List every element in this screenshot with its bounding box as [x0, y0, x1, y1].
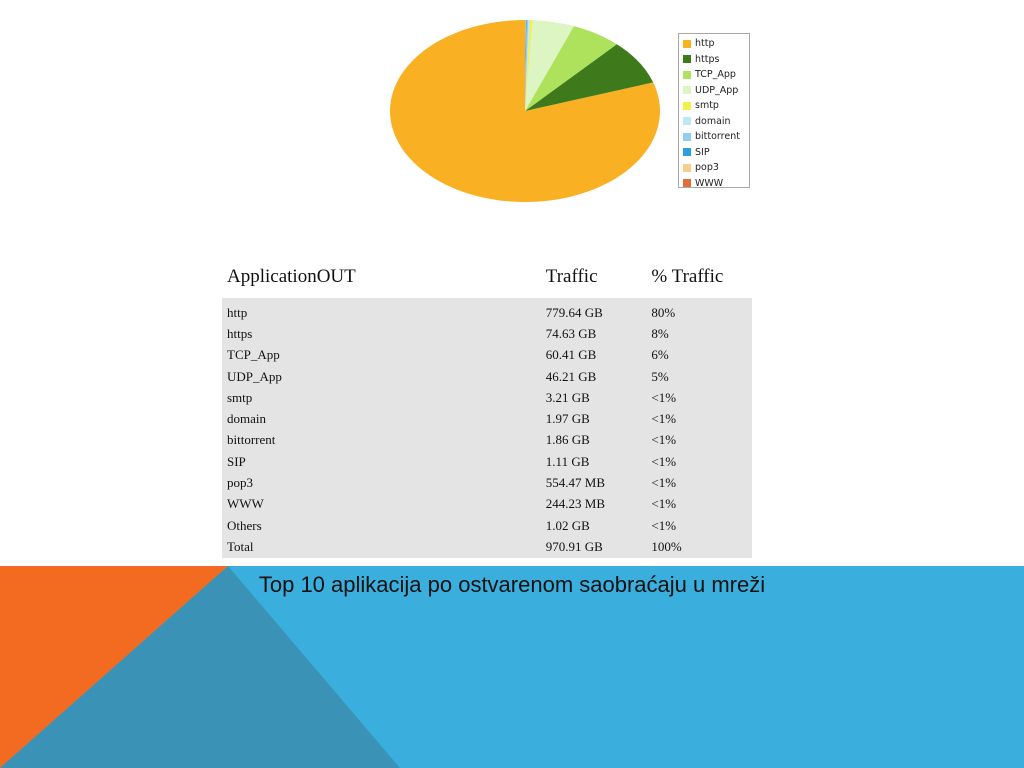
legend-item [683, 98, 749, 114]
cell-percent: 80% [646, 298, 752, 323]
table-body [222, 298, 752, 558]
legend-swatch [683, 55, 691, 63]
cell-percent: <1% [646, 494, 752, 515]
table-row [222, 323, 752, 344]
traffic-table [222, 256, 752, 558]
cell-application: bittorrent [222, 430, 541, 451]
table-row [222, 387, 752, 408]
legend-label: SIP [695, 146, 710, 158]
header-percent-traffic: % Traffic [646, 256, 752, 298]
cell-percent: <1% [646, 515, 752, 536]
cell-traffic: 244.23 MB [541, 494, 647, 515]
legend-item [683, 176, 749, 192]
table-row [222, 536, 752, 557]
pie-slices [390, 20, 660, 202]
legend-label: smtp [695, 100, 719, 112]
table-row [222, 408, 752, 429]
cell-percent: <1% [646, 408, 752, 429]
table-row [222, 345, 752, 366]
traffic-table-container [222, 256, 752, 558]
legend-item [683, 145, 749, 161]
table-row [222, 366, 752, 387]
cell-traffic: 1.86 GB [541, 430, 647, 451]
legend-swatch [683, 164, 691, 172]
cell-traffic: 554.47 MB [541, 472, 647, 493]
cell-application: domain [222, 408, 541, 429]
cell-application: smtp [222, 387, 541, 408]
legend-swatch [683, 71, 691, 79]
legend-swatch [683, 102, 691, 110]
legend-item [683, 67, 749, 83]
cell-application: TCP_App [222, 345, 541, 366]
cell-percent: 6% [646, 345, 752, 366]
slide-caption: Top 10 aplikacija po ostvarenom saobraćaju u mreži [258, 572, 766, 597]
cell-percent: 100% [646, 536, 752, 557]
cell-traffic: 60.41 GB [541, 345, 647, 366]
legend-item [683, 160, 749, 176]
pie-chart-svg [385, 14, 665, 210]
header-traffic: Traffic [541, 256, 647, 298]
cell-percent: <1% [646, 430, 752, 451]
legend-item [683, 83, 749, 99]
cell-traffic: 3.21 GB [541, 387, 647, 408]
cell-application: Others [222, 515, 541, 536]
cell-percent: 8% [646, 323, 752, 344]
legend-label: http [695, 38, 715, 50]
legend-label: WWW [695, 177, 724, 189]
legend-swatch [683, 179, 691, 187]
cell-traffic: 970.91 GB [541, 536, 647, 557]
header-application: ApplicationOUT [222, 256, 541, 298]
cell-application: UDP_App [222, 366, 541, 387]
legend-swatch [683, 40, 691, 48]
cell-application: WWW [222, 494, 541, 515]
cell-traffic: 1.97 GB [541, 408, 647, 429]
pie-chart [385, 14, 665, 210]
legend-label: domain [695, 115, 731, 127]
cell-application: Total [222, 536, 541, 557]
cell-application: SIP [222, 451, 541, 472]
cell-traffic: 74.63 GB [541, 323, 647, 344]
cell-application: http [222, 298, 541, 323]
legend-item [683, 52, 749, 68]
legend-swatch [683, 117, 691, 125]
cell-percent: 5% [646, 366, 752, 387]
cell-percent: <1% [646, 472, 752, 493]
legend-label: https [695, 53, 720, 65]
cell-traffic: 46.21 GB [541, 366, 647, 387]
legend-label: bittorrent [695, 131, 740, 143]
legend-swatch [683, 148, 691, 156]
legend-label: TCP_App [695, 69, 736, 81]
cell-percent: <1% [646, 387, 752, 408]
legend-swatch [683, 133, 691, 141]
legend-label: UDP_App [695, 84, 739, 96]
table-row [222, 298, 752, 323]
legend-label: pop3 [695, 162, 719, 174]
cell-percent: <1% [646, 451, 752, 472]
cell-traffic: 1.11 GB [541, 451, 647, 472]
legend-item [683, 129, 749, 145]
table-row [222, 515, 752, 536]
table-header-row [222, 256, 752, 298]
table-row [222, 472, 752, 493]
table-row [222, 451, 752, 472]
legend-item [683, 36, 749, 52]
legend-item [683, 114, 749, 130]
table-row [222, 494, 752, 515]
cell-traffic: 779.64 GB [541, 298, 647, 323]
table-row [222, 430, 752, 451]
legend-swatch [683, 86, 691, 94]
chart-legend [678, 33, 750, 188]
cell-application: pop3 [222, 472, 541, 493]
cell-traffic: 1.02 GB [541, 515, 647, 536]
cell-application: https [222, 323, 541, 344]
